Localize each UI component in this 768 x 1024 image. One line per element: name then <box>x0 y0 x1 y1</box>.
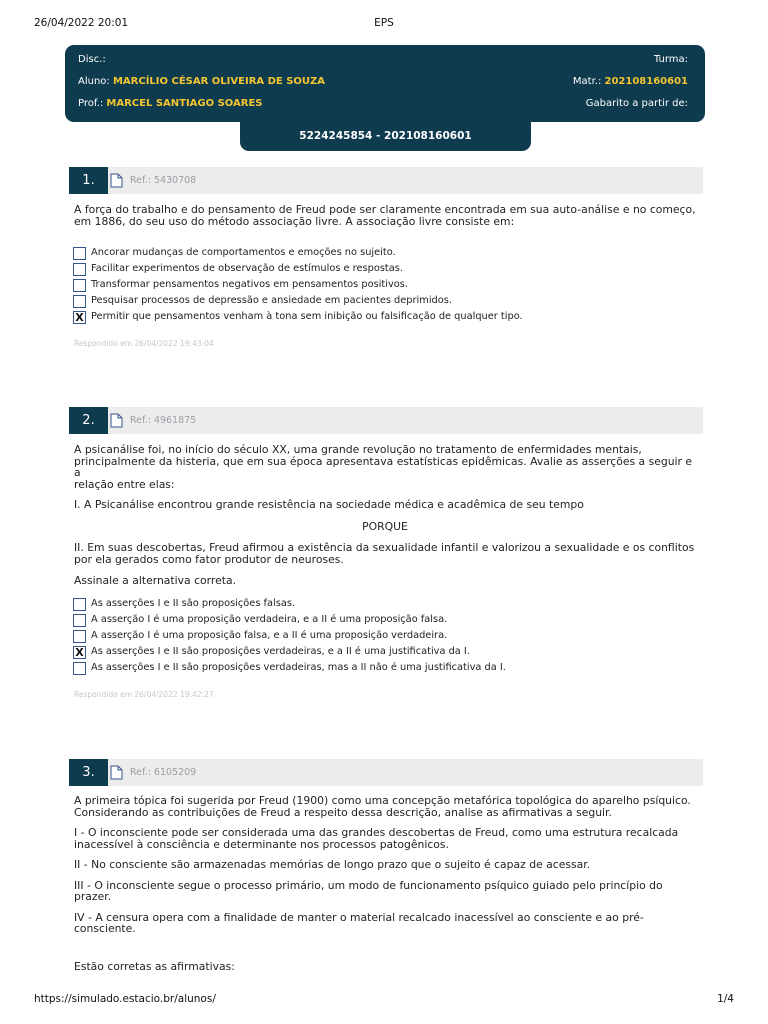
stem-line: inacessível à consciência e determinante nos processos patogênicos. <box>74 837 449 851</box>
stem-line: consciente. <box>74 922 136 935</box>
option-label: Permitir que pensamentos venham à tona sem inibição ou falsificação de qualquer tipo. <box>91 311 523 322</box>
option[interactable] <box>73 262 703 278</box>
question-2-stem <box>74 444 696 587</box>
turma-label: Turma: <box>653 54 688 65</box>
stem-line: II. Em suas descobertas, Freud afirmou a existência da sexualidade infantil e valorizou a sexualidade e os conflitos <box>74 541 695 554</box>
option[interactable] <box>73 597 703 613</box>
question-ref: Ref.: 5430708 <box>130 175 197 186</box>
matr-label: Matr.: <box>572 76 602 87</box>
option-label: Facilitar experimentos de observação de estímulos e respostas. <box>91 263 403 274</box>
stem-line: Estão corretas as afirmativas: <box>74 959 235 973</box>
option[interactable] <box>73 613 703 629</box>
option-label: Transformar pensamentos negativos em pensamentos positivos. <box>91 279 408 290</box>
stem-line: Assinale a alternativa correta. <box>74 574 237 587</box>
answered-timestamp: Respondido em 26/04/2022 19:42:27 <box>74 690 214 699</box>
disc-label: Disc.: <box>78 54 106 65</box>
option-label: Ancorar mudanças de comportamentos e emoções no sujeito. <box>91 247 396 258</box>
stem-line: I. A Psicanálise encontrou grande resistência na sociedade médica e acadêmica de seu tempo <box>74 498 584 511</box>
answered-timestamp: Respondido em 26/04/2022 19:43:04 <box>74 339 214 348</box>
student-info-card <box>65 45 705 122</box>
stem-line: III - O inconsciente segue o processo primário, um modo de funcionamento psíquico guiado pelo princípio do <box>74 878 663 892</box>
question-1-header <box>69 167 703 194</box>
option-label: A asserção I é uma proposição verdadeira, e a II é uma proposição falsa. <box>91 614 448 625</box>
option[interactable] <box>73 294 703 310</box>
aluno-label: Aluno: <box>78 76 110 87</box>
stem-line: A psicanálise foi, no início do século XX, uma grande revolução no tratamento de enfermidades mentais, <box>74 443 642 456</box>
question-number: 3. <box>69 759 108 786</box>
option[interactable] <box>73 661 703 677</box>
question-number: 1. <box>69 167 108 194</box>
question-ref: Ref.: 6105209 <box>130 767 197 778</box>
option-checkbox[interactable] <box>73 247 86 260</box>
prof-name: MARCEL SANTIAGO SOARES <box>106 98 263 109</box>
question-2-header <box>69 407 703 434</box>
print-title: EPS <box>374 17 394 29</box>
option-label: As asserções I e II são proposições verdadeiras, e a II é uma justificativa da I. <box>91 646 470 657</box>
prof-label: Prof.: <box>78 98 104 109</box>
aluno-name: MARCÍLIO CÉSAR OLIVEIRA DE SOUZA <box>112 76 326 87</box>
stem-line: relação entre elas: <box>74 477 175 491</box>
question-3-stem <box>74 795 696 972</box>
question-number: 2. <box>69 407 108 434</box>
matr-value: 202108160601 <box>604 76 688 87</box>
stem-line: prazer. <box>74 890 112 903</box>
stem-line: PORQUE <box>362 519 408 533</box>
stem-line: principalmente da histeria, que em sua época apresentava estatísticas epidêmicas. Avalie as asserções a seguir e a <box>74 454 693 479</box>
option-checkbox[interactable] <box>73 295 86 308</box>
stem-line: II - No consciente são armazenadas memórias de longo prazo que o sujeito é capaz de acessar. <box>74 858 591 871</box>
question-3-header <box>69 759 703 786</box>
print-datetime: 26/04/2022 20:01 <box>34 17 129 29</box>
option[interactable] <box>73 278 703 294</box>
option-checkbox[interactable]: X <box>73 311 86 324</box>
print-page-number: 1/4 <box>717 993 734 1005</box>
option-label: As asserções I e II são proposições verdadeiras, mas a II não é uma justificativa da I. <box>91 662 506 673</box>
stem-line: A força do trabalho e do pensamento de Freud pode ser claramente encontrada em sua auto-análise e no começo, <box>74 203 696 216</box>
question-ref: Ref.: 4961875 <box>130 415 197 426</box>
option-label: Pesquisar processos de depressão e ansiedade em pacientes deprimidos. <box>91 295 452 306</box>
option[interactable] <box>73 629 703 645</box>
stem-line: I - O inconsciente pode ser considerada uma das grandes descobertas de Freud, como uma estrutura recalcada <box>74 826 679 839</box>
print-footer <box>34 993 734 1007</box>
question-1-stem <box>74 204 696 227</box>
option-checkbox[interactable]: X <box>73 646 86 659</box>
gabarito-label: Gabarito a partir de: <box>585 98 688 109</box>
document-icon[interactable] <box>110 173 123 188</box>
question-1-options <box>73 246 703 326</box>
option-checkbox[interactable] <box>73 662 86 675</box>
exam-code: 5224245854 - 202108160601 <box>240 121 531 151</box>
option-label: A asserção I é uma proposição falsa, e a II é uma proposição verdadeira. <box>91 630 448 641</box>
option-label: As asserções I e II são proposições falsas. <box>91 598 296 609</box>
question-2-options <box>73 597 703 677</box>
document-icon[interactable] <box>110 413 123 428</box>
stem-line: Considerando as contribuições de Freud a respeito dessa descrição, analise as afirmativas a seguir. <box>74 805 612 819</box>
document-icon[interactable] <box>110 765 123 780</box>
stem-line: em 1886, do seu uso do método associação livre. A associação livre consiste em: <box>74 214 515 228</box>
option[interactable] <box>73 310 703 326</box>
option-checkbox[interactable] <box>73 630 86 643</box>
print-url: https://simulado.estacio.br/alunos/ <box>34 993 216 1005</box>
option[interactable] <box>73 645 703 661</box>
option-checkbox[interactable] <box>73 279 86 292</box>
stem-line: IV - A censura opera com a finalidade de manter o material recalcado inacessível ao consciente e ao pré- <box>74 910 644 924</box>
print-header <box>34 17 734 31</box>
option-checkbox[interactable] <box>73 614 86 627</box>
option-checkbox[interactable] <box>73 598 86 611</box>
stem-line: por ela gerados como fator produtor de neuroses. <box>74 552 344 566</box>
option[interactable] <box>73 246 703 262</box>
option-checkbox[interactable] <box>73 263 86 276</box>
stem-line: A primeira tópica foi sugerida por Freud (1900) como uma concepção metafórica topológica do aparelho psíquico. <box>74 794 691 807</box>
